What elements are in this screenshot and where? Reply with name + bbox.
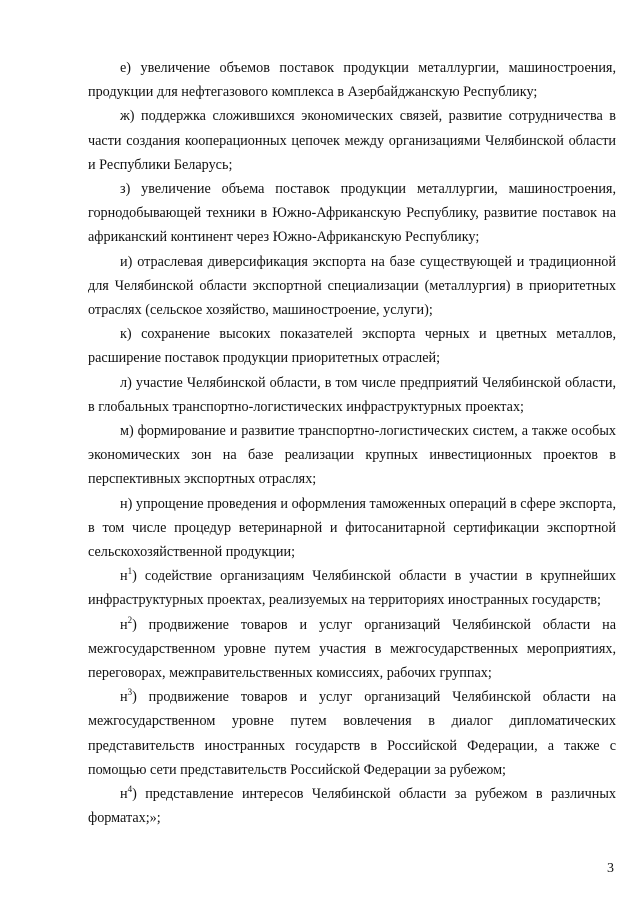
paragraph-n4-text: ) представление интересов Челябинской области за рубежом в различных форматах;»; [88, 786, 616, 827]
paragraph-zh: ж) поддержка сложившихся экономических связей, развитие сотрудничества в части создания кооперационных цепочек между организациями Челябинской области и Республики Беларусь; [88, 108, 616, 173]
paragraph-n1 [88, 564, 616, 612]
paragraph-n3-prefix: н [120, 689, 128, 706]
document-body [88, 56, 616, 831]
paragraph-e: е) увеличение объемов поставок продукции металлургии, машиностроения, продукции для нефтегазового комплекса в Азербайджанскую Республику; [88, 60, 616, 101]
paragraph-n2-prefix: н [120, 616, 128, 633]
paragraph-i: и) отраслевая диверсификация экспорта на базе существующей и традиционной для Челябинской области экспортной специализации (металлургия) в приоритетных отраслях (сельское хозяйство, машиностроение, услуги); [88, 253, 616, 319]
paragraph-n4-prefix: н [120, 786, 128, 803]
paragraph-m: м) формирование и развитие транспортно-логистических систем, а также особых экономических зон на базе реализации крупных инвестиционных проектов в перспективных экспортных отраслях; [88, 423, 616, 488]
paragraph-n3-superscript: 3 [127, 687, 133, 698]
paragraph-n1-text: ) содействие организациям Челябинской области в участии в крупнейших инфраструктурных проектах, реализуемых на территориях иностранных государств; [88, 568, 616, 609]
paragraph-n: н) упрощение проведения и оформления таможенных операций в сфере экспорта, в том числе процедур ветеринарной и фитосанитарной сертификации экспортной сельскохозяйственной продукции; [88, 495, 616, 561]
paragraph-n2 [88, 613, 616, 686]
paragraph-n1-superscript: 1 [127, 566, 133, 577]
paragraph-n4-superscript: 4 [127, 784, 133, 795]
paragraph-n3 [88, 685, 616, 782]
paragraph-n3-text: ) продвижение товаров и услуг организаций Челябинской области на межгосударственном уровне путем вовлечения в диалог дипломатических представительств иностранных государств в Российской Федерации, а также с помощью сети представительств Российской Федерации за рубежом; [88, 689, 616, 778]
paragraph-n2-text: ) продвижение товаров и услуг организаций Челябинской области на межгосударственном уровне путем участия в межгосударственных мероприятиях, переговорах, межправительственных комиссиях, рабочих группах; [88, 616, 616, 682]
paragraph-k: к) сохранение высоких показателей экспорта черных и цветных металлов, расширение поставок продукции приоритетных отраслей; [88, 326, 616, 367]
paragraph-l: л) участие Челябинской области, в том числе предприятий Челябинской области, в глобальных транспортно-логистических инфраструктурных проектах; [88, 374, 616, 415]
paragraph-n2-superscript: 2 [127, 614, 133, 625]
page-number: 3 [607, 861, 614, 876]
paragraph-z: з) увеличение объема поставок продукции металлургии, машиностроения, горнодобывающей техники в Южно-Африканскую Республику, развитие поставок на африканский континент через Южно-Африканскую Республику; [88, 181, 616, 246]
paragraph-n4 [88, 782, 616, 830]
paragraph-n1-prefix: н [120, 568, 128, 585]
